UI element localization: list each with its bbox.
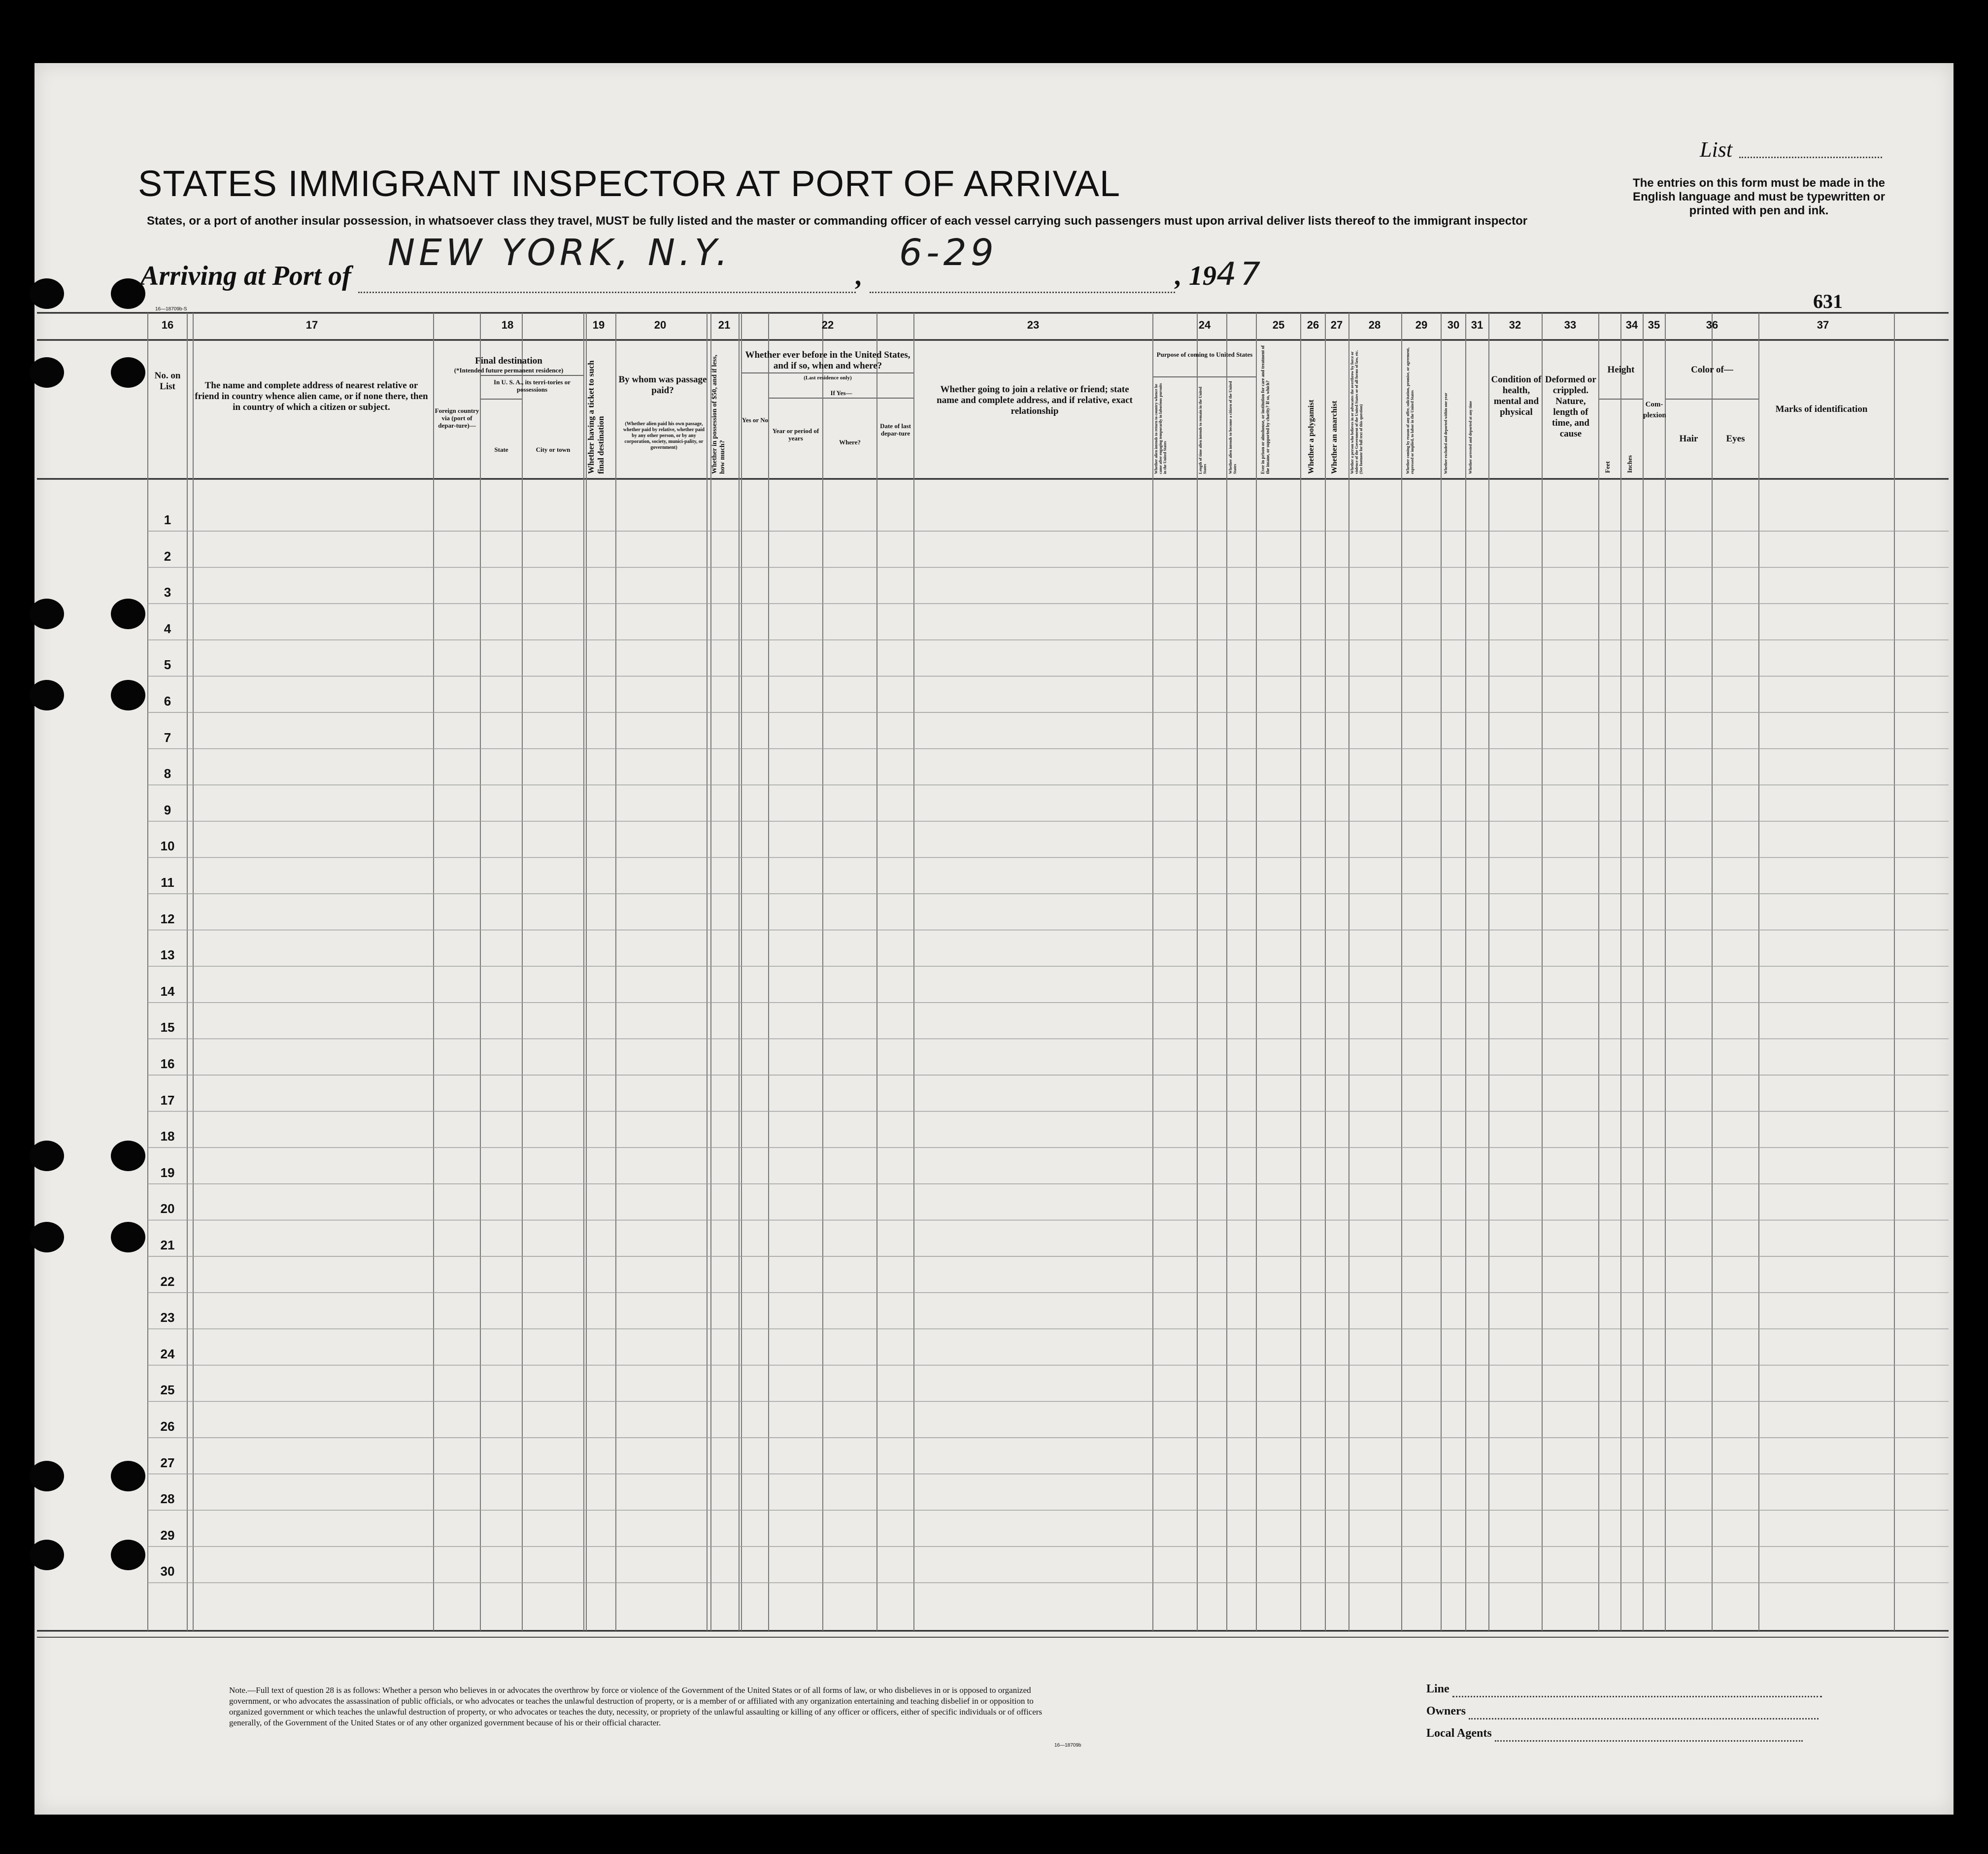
date-value: 6-29 (899, 232, 998, 274)
form-number: 16—18709b-S (155, 306, 187, 312)
col18-state: State (494, 446, 508, 453)
col24-return: Whether alien intends to return to country whence he came after engaging temporarily in laborious pursuits in the United States (1154, 383, 1167, 474)
col34-feet: Feet (1604, 461, 1611, 473)
arrival-label: Arriving at Port of (140, 261, 351, 291)
row-number: 6 (164, 694, 171, 708)
col25-header: Ever in prison or almshouse, or institution for care and treatment of the insane, or supported by charity? If so, which? (1260, 345, 1270, 474)
row-number: 29 (160, 1527, 175, 1543)
list-label: List (1700, 137, 1733, 162)
col18-header: Final destination (475, 356, 542, 366)
footer-line-label: Line (1426, 1683, 1449, 1695)
column-number: 28 (1368, 319, 1381, 331)
footnote-code: 16—18709b (1054, 1743, 1081, 1748)
row-number: 3 (164, 585, 171, 600)
footer-agents-label: Local Agents (1426, 1727, 1492, 1740)
column-number: 17 (305, 319, 318, 331)
row-number: 8 (164, 766, 171, 781)
year-value: 47 (1216, 256, 1265, 293)
column-number: 33 (1564, 319, 1577, 331)
row-number: 23 (160, 1310, 175, 1325)
col37-header: Marks of identification (1775, 404, 1868, 414)
col22-where: Where? (839, 438, 861, 446)
agents-field (1495, 1727, 1803, 1742)
column-number: 24 (1198, 319, 1211, 331)
column-number: 32 (1509, 319, 1521, 331)
row-number: 5 (164, 657, 171, 673)
owners-field (1469, 1705, 1819, 1719)
col22-header: Whether ever before in the United States, and if so, when and where? (745, 350, 910, 371)
column-number: 30 (1447, 319, 1460, 331)
column-number: 31 (1471, 319, 1483, 331)
row-number: 12 (160, 911, 175, 926)
form-title: STATES IMMIGRANT INSPECTOR AT PORT OF ARRIVAL (138, 163, 1121, 204)
column-number: 23 (1027, 319, 1040, 331)
row-number: 11 (161, 875, 174, 890)
entries-notice: The entries on this form must be made in the English language and must be typewritten or printed with pen and ink. (1632, 176, 1886, 217)
col26-header: Whether a polygamist (1307, 400, 1315, 474)
col22-if-yes: If Yes— (830, 389, 852, 397)
footer-owners-label: Owners (1426, 1705, 1466, 1718)
col18-city: City or town (536, 446, 571, 453)
row-number: 16 (160, 1056, 175, 1071)
row-number: 28 (160, 1491, 175, 1507)
col32-header: Condition of health, mental and physical (1491, 374, 1542, 417)
footer-line (1426, 1683, 1822, 1697)
footnote: Note.—Full text of question 28 is as follows: Whether a person who believes in or advocates the overthrow by force or violence of the Government of the United States or of all forms of law, or who disbelieves in or is opposed to organized government, or who advocates the assassination of public officials, or who advocates or teaches the unlawful destruction of property, or is a member of or affiliated with any organization entertaining and teaching disbelief in or opposition to organized government or which teaches the unlawful destruction of property, or who advocates or teaches the duty, necessity, or propriety of the unlawful assaulting or killing of any officer or officers, either of specific individuals or of officers generally, of the Government of the United States or of any other organized government because of his or their official character. (229, 1685, 1043, 1727)
row-number: 1 (164, 512, 171, 527)
row-number: 22 (160, 1274, 175, 1289)
row-number: 21 (160, 1238, 175, 1252)
row-number: 17 (160, 1092, 175, 1108)
row-number: 19 (160, 1165, 175, 1180)
column-number: 21 (718, 319, 731, 331)
arrival-line: Arriving at Port of NEW YORK, N.Y. , 6-29 , 1947 (140, 232, 1265, 293)
column-number: 16 (161, 319, 174, 331)
col34-inches: Inches (1626, 455, 1633, 473)
col27-header: Whether an anarchist (1330, 401, 1339, 474)
col22-note: (Last residence only) (804, 375, 852, 381)
col17-header: The name and complete address of nearest relative or friend in country whence alien came, or if none there, then in country of which a citizen or subject. (195, 380, 428, 412)
row-number: 25 (160, 1382, 175, 1398)
row-number: 7 (164, 730, 171, 745)
sheet-stamp: 631 (1813, 290, 1843, 312)
footer-agents (1426, 1727, 1803, 1742)
col20-header: By whom was passage paid? (618, 374, 707, 396)
footer-owners (1426, 1705, 1819, 1719)
column-number: 19 (592, 319, 605, 331)
row-number: 15 (160, 1020, 175, 1035)
column-number: 37 (1817, 319, 1829, 331)
column-number: 34 (1625, 319, 1638, 331)
row-number: 18 (160, 1129, 175, 1144)
col22-yes-no: Yes or No (741, 416, 769, 424)
form-subtitle: States, or a port of another insular possession, in whatsoever class they travel, MUST be fully listed and the master or commanding officer of each vessel carrying such passengers must upon arrival deliver lists thereof to the immigrant inspector (147, 214, 1528, 228)
col29-header: Whether coming by reason of any offer, solicitation, promise, or agreement, expressed or implied, to labor in the United States (1406, 347, 1415, 474)
column-number: 20 (654, 319, 667, 331)
row-number: 27 (160, 1455, 175, 1470)
col18-note: (*Intended future permanent residence) (454, 367, 564, 374)
col18-foreign-country: Foreign country via (port of depar-ture)— (435, 407, 479, 429)
col24-length: Length of time alien intends to remain in the United States (1198, 387, 1207, 474)
column-number: 22 (821, 319, 834, 331)
row-number: 24 (160, 1346, 175, 1361)
col28-header: Whether a person who believes in or advocates the overthrow by force or violence of the Government of the United States or of all forms of law, etc. (See footnote for full text of this question) (1350, 350, 1363, 474)
column-number: 36 (1706, 319, 1718, 331)
col23-header: Whether going to join a relative or friend; state name and complete address, and if relative, exact relationship (937, 384, 1133, 416)
row-number: 14 (160, 983, 175, 999)
column-number: 35 (1648, 319, 1660, 331)
col31-header: Whether arrested and deported at any time (1468, 401, 1473, 474)
col22-year: Year or period of years (772, 427, 819, 442)
column-number: 29 (1415, 319, 1428, 331)
line-field (1452, 1683, 1822, 1697)
column-number: 25 (1272, 319, 1285, 331)
column-number: 27 (1330, 319, 1343, 331)
row-number: 13 (160, 947, 175, 963)
col36-hair: Hair (1679, 434, 1698, 444)
row-number: 10 (160, 839, 175, 854)
col36-eyes: Eyes (1726, 434, 1745, 444)
row-number: 2 (164, 548, 171, 564)
row-number: 26 (160, 1419, 175, 1434)
col34-header: Height (1607, 365, 1635, 375)
row-number: 30 (160, 1564, 175, 1579)
year-prefix: 19 (1188, 261, 1216, 291)
column-number: 26 (1307, 319, 1319, 331)
col22-departure: Date of last depar-ture (880, 422, 911, 437)
col36-header: Color of— (1691, 365, 1733, 375)
col35-header: Com-plexion (1643, 401, 1666, 419)
column-number: 18 (501, 319, 514, 331)
col24-header: Purpose of coming to United States (1156, 351, 1253, 358)
row-number: 20 (160, 1201, 175, 1216)
col21-header: Whether in possession of $50, and if less, how much? (711, 354, 726, 474)
col18-usa: In U. S. A., its terri-tories or possessions (494, 378, 571, 393)
col16-header: No. on List (154, 371, 181, 392)
col24-citizen: Whether alien intends to become a citizen of the United States (1228, 381, 1237, 474)
row-number: 9 (164, 802, 171, 817)
row-number: 4 (164, 621, 171, 636)
col30-header: Whether excluded and deported within one year (1444, 393, 1448, 474)
col20-note: (Whether alien paid his own passage, whether paid by relative, whether paid by any other person, or by any corporation, society, munici-pality, or government) (623, 421, 705, 450)
port-value: NEW YORK, N.Y. (387, 232, 732, 274)
col19-header: Whether having a ticket to such final destination (586, 360, 606, 474)
col33-header: Deformed or crippled. Nature, length of time, and cause (1545, 374, 1596, 439)
